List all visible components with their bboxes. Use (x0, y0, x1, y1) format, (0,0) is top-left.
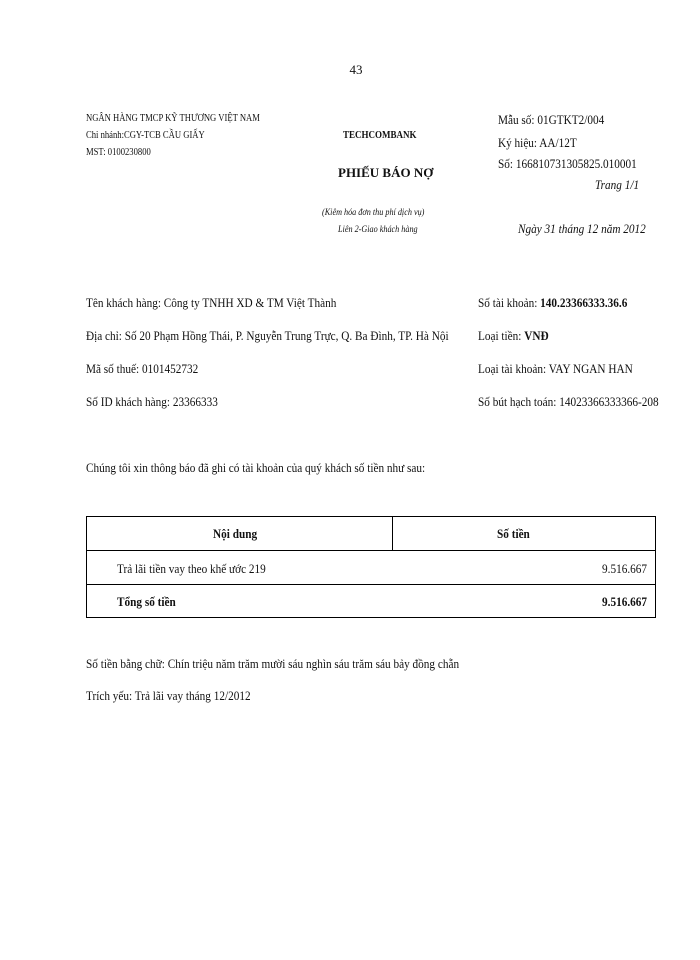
brand-name: TECHCOMBANK (343, 130, 417, 141)
customer-tax-value: 0101452732 (141, 362, 199, 376)
account-type (478, 362, 633, 377)
account-number-label: Số tài khoản: (478, 296, 538, 310)
account-number (478, 296, 627, 311)
serial-number: Số: 166810731305825.010001 (498, 157, 637, 171)
summary (86, 689, 251, 704)
amount-in-words-value: Chín triệu năm trăm mười sáu nghìn sáu trăm sáu bảy đồng chẵn (167, 657, 460, 671)
total-amount: 9.516.667 (602, 595, 647, 609)
table-total-row (87, 585, 655, 619)
entry-number (478, 395, 659, 410)
account-type-label: Loại tài khoản: (478, 362, 547, 376)
table-header-row (87, 517, 655, 551)
bank-branch: Chi nhánh:CGY-TCB CẦU GIẤY (86, 130, 205, 141)
document-date: Ngày 31 tháng 12 năm 2012 (518, 222, 646, 236)
table-row (87, 551, 655, 585)
customer-id (86, 395, 218, 410)
customer-tax-label: Mã số thuế: (86, 362, 140, 376)
column-divider (392, 517, 393, 551)
customer-address (86, 329, 449, 344)
header-amount: Số tiền (497, 527, 530, 541)
header-content: Nội dung (213, 527, 258, 541)
account-number-value: 140.23366333.36.6 (540, 296, 628, 310)
customer-name-label: Tên khách hàng: (86, 296, 161, 310)
amount-in-words-label: Số tiền bằng chữ: (86, 657, 165, 671)
copy-label: Liên 2-Giao khách hàng (338, 225, 418, 235)
total-label: Tổng số tiền (117, 595, 176, 609)
bank-tax-code: MST: 0100230800 (86, 147, 151, 158)
currency-label: Loại tiền: (478, 329, 522, 343)
bank-name: NGÂN HÀNG TMCP KỸ THƯƠNG VIỆT NAM (86, 113, 260, 124)
page-number: 43 (349, 62, 363, 77)
summary-value: Trả lãi vay tháng 12/2012 (134, 689, 251, 703)
amount-in-words (86, 657, 459, 672)
summary-label: Trích yếu: (86, 689, 133, 703)
invoice-symbol: Ký hiệu: AA/12T (498, 136, 577, 150)
row-content: Trả lãi tiền vay theo khế ước 219 (117, 562, 266, 576)
customer-address-label: Địa chỉ: (86, 329, 122, 343)
account-type-value: VAY NGAN HAN (548, 362, 633, 376)
customer-name (86, 296, 336, 311)
currency-value: VNĐ (524, 329, 549, 343)
document-title: PHIẾU BÁO NỢ (338, 165, 434, 180)
form-number: Mẫu số: 01GTKT2/004 (498, 113, 605, 127)
entry-number-label: Số bút hạch toán: (478, 395, 557, 409)
intro-text: Chúng tôi xin thông báo đã ghi có tài khoản của quý khách số tiền như sau: (86, 461, 426, 475)
customer-address-value: Số 20 Phạm Hồng Thái, P. Nguyễn Trung Trực, Q. Ba Đình, TP. Hà Nội (124, 329, 449, 343)
transaction-table (86, 516, 656, 618)
customer-name-value: Công ty TNHH XD & TM Việt Thành (163, 296, 337, 310)
customer-tax-code (86, 362, 198, 377)
customer-id-label: Số ID khách hàng: (86, 395, 171, 409)
page-count: Trang 1/1 (595, 178, 640, 192)
customer-id-value: 23366333 (172, 395, 218, 409)
row-amount: 9.516.667 (602, 562, 647, 576)
currency (478, 329, 549, 344)
entry-number-value: 14023366333366-208 (559, 395, 659, 409)
document-subtitle: (Kiêm hóa đơn thu phí dịch vụ) (322, 208, 425, 218)
